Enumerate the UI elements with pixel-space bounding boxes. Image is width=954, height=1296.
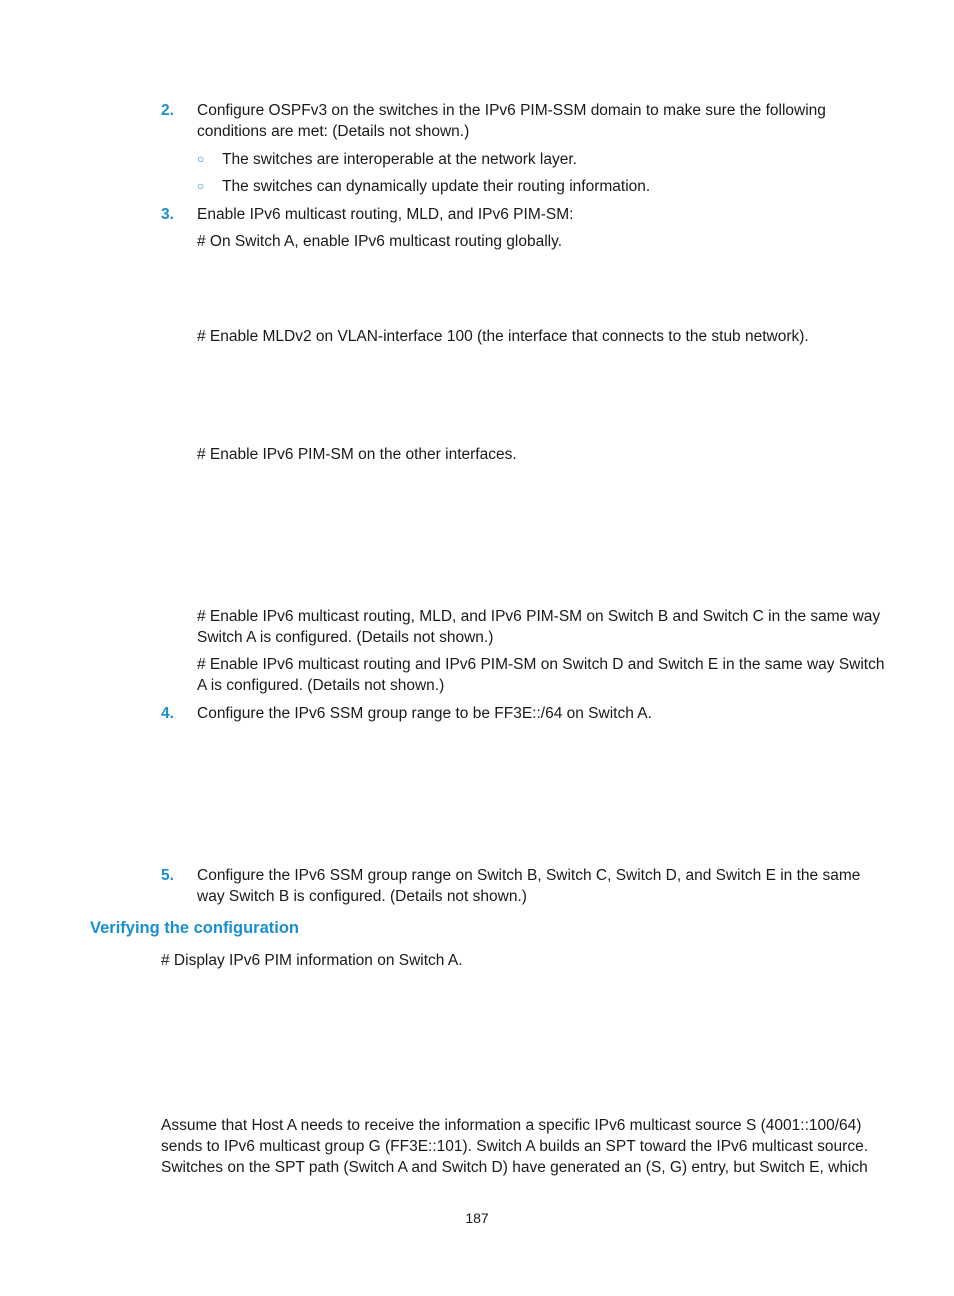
step-text: conditions are met: (Details not shown.) bbox=[197, 123, 470, 140]
comment-text: # Enable IPv6 multicast routing and IPv6 PIM-SM on Switch D and Switch E in the same way Switch bbox=[197, 656, 885, 673]
paragraph-line: Switches on the SPT path (Switch A and Switch D) have generated an (S, G) entry, but Switch E, which bbox=[161, 1159, 868, 1176]
bullet-text: The switches are interoperable at the network layer. bbox=[222, 151, 577, 168]
comment-text: # Enable MLDv2 on VLAN-interface 100 (the interface that connects to the stub network). bbox=[197, 328, 809, 345]
step-text: Configure the IPv6 SSM group range to be FF3E::/64 on Switch A. bbox=[197, 705, 652, 722]
paragraph-line: sends to IPv6 multicast group G (FF3E::101). Switch A builds an SPT toward the IPv6 multicast source. bbox=[161, 1138, 869, 1155]
bullet-text: The switches can dynamically update their routing information. bbox=[222, 178, 651, 195]
step-text: Configure OSPFv3 on the switches in the IPv6 PIM-SSM domain to make sure the following bbox=[197, 102, 826, 119]
step-text: Configure the IPv6 SSM group range on Switch B, Switch C, Switch D, and Switch E in the same bbox=[197, 867, 861, 884]
step-text: Enable IPv6 multicast routing, MLD, and IPv6 PIM-SM: bbox=[197, 206, 574, 223]
section-heading: Verifying the configuration bbox=[90, 919, 300, 937]
comment-text: # Display IPv6 PIM information on Switch A. bbox=[161, 952, 463, 969]
comment-text: # On Switch A, enable IPv6 multicast routing globally. bbox=[197, 233, 563, 250]
step-number: 4. bbox=[161, 705, 174, 722]
page-number: 187 bbox=[465, 1210, 489, 1226]
paragraph-line: Assume that Host A needs to receive the information a specific IPv6 multicast source S (4001::100/64) bbox=[161, 1117, 862, 1134]
step-number: 2. bbox=[161, 102, 174, 119]
bullet-icon: ○ bbox=[197, 179, 205, 193]
comment-text: A is configured. (Details not shown.) bbox=[197, 677, 445, 694]
comment-text: # Enable IPv6 multicast routing, MLD, and IPv6 PIM-SM on Switch B and Switch C in the same way bbox=[197, 608, 881, 625]
bullet-icon: ○ bbox=[197, 152, 205, 166]
step-text: way Switch B is configured. (Details not shown.) bbox=[197, 888, 527, 905]
step-number: 3. bbox=[161, 206, 174, 223]
step-number: 5. bbox=[161, 867, 174, 884]
comment-text: Switch A is configured. (Details not shown.) bbox=[197, 629, 494, 646]
comment-text: # Enable IPv6 PIM-SM on the other interfaces. bbox=[197, 446, 517, 463]
